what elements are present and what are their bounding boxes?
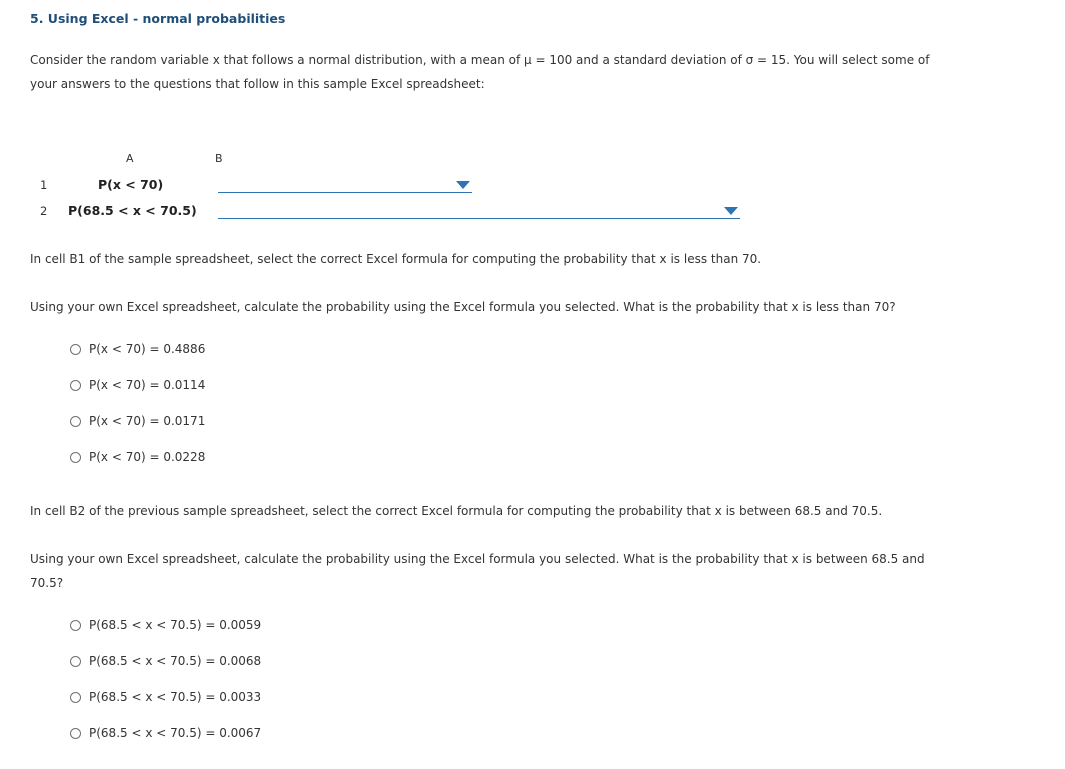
- radio-button[interactable]: [70, 416, 81, 427]
- q1-option[interactable]: [70, 449, 205, 465]
- dropdown-arrow-icon[interactable]: [724, 207, 738, 215]
- q2-instruction: In cell B2 of the previous sample spreadsheet, select the correct Excel formula for computing the probability that x is between 68.5 and 70.5.: [30, 504, 883, 518]
- radio-button[interactable]: [70, 656, 81, 667]
- q1-option[interactable]: [70, 341, 205, 357]
- radio-button[interactable]: [70, 380, 81, 391]
- radio-button[interactable]: [70, 344, 81, 355]
- column-header-a: A: [126, 152, 134, 165]
- q2-option[interactable]: [70, 725, 261, 741]
- q1-option[interactable]: [70, 413, 205, 429]
- row-number-2: 2: [40, 204, 48, 218]
- q1-instruction: In cell B1 of the sample spreadsheet, select the correct Excel formula for computing the probability that x is less than 70.: [30, 252, 762, 266]
- q1-option[interactable]: [70, 377, 205, 393]
- cell-b2-formula-dropdown[interactable]: [218, 204, 740, 219]
- q1-option-label: P(x < 70) = 0.4886: [89, 342, 206, 356]
- q1-option-label: P(x < 70) = 0.0228: [89, 450, 206, 464]
- q2-option-label: P(68.5 < x < 70.5) = 0.0033: [89, 690, 262, 704]
- cell-a1: P(x < 70): [98, 177, 164, 192]
- page-title: 5. Using Excel - normal probabilities: [30, 11, 286, 26]
- q2-question: Using your own Excel spreadsheet, calculate the probability using the Excel formula you selected. What is the probability that x is between 68.5 and 70.5?: [30, 552, 925, 590]
- dropdown-arrow-icon[interactable]: [456, 181, 470, 189]
- row-number-1: 1: [40, 178, 48, 192]
- q2-option-label: P(68.5 < x < 70.5) = 0.0068: [89, 654, 262, 668]
- radio-button[interactable]: [70, 452, 81, 463]
- radio-button[interactable]: [70, 728, 81, 739]
- q2-option[interactable]: [70, 617, 261, 633]
- cell-a2: P(68.5 < x < 70.5): [68, 203, 197, 218]
- q1-option-label: P(x < 70) = 0.0114: [89, 378, 206, 392]
- q2-option[interactable]: [70, 689, 261, 705]
- cell-b1-formula-dropdown[interactable]: [218, 178, 472, 193]
- radio-button[interactable]: [70, 620, 81, 631]
- q2-option[interactable]: [70, 653, 261, 669]
- column-header-b: B: [215, 152, 223, 165]
- q2-option-label: P(68.5 < x < 70.5) = 0.0059: [89, 618, 262, 632]
- intro-text: Consider the random variable x that follows a normal distribution, with a mean of μ = 100 and a standard deviation of σ = 15. You will select some of your answers to the questions that follow in this sample Excel spreadsheet:: [30, 53, 930, 91]
- q1-option-label: P(x < 70) = 0.0171: [89, 414, 206, 428]
- q1-question: Using your own Excel spreadsheet, calculate the probability using the Excel formula you selected. What is the probability that x is less than 70?: [30, 300, 896, 314]
- q2-option-label: P(68.5 < x < 70.5) = 0.0067: [89, 726, 262, 740]
- radio-button[interactable]: [70, 692, 81, 703]
